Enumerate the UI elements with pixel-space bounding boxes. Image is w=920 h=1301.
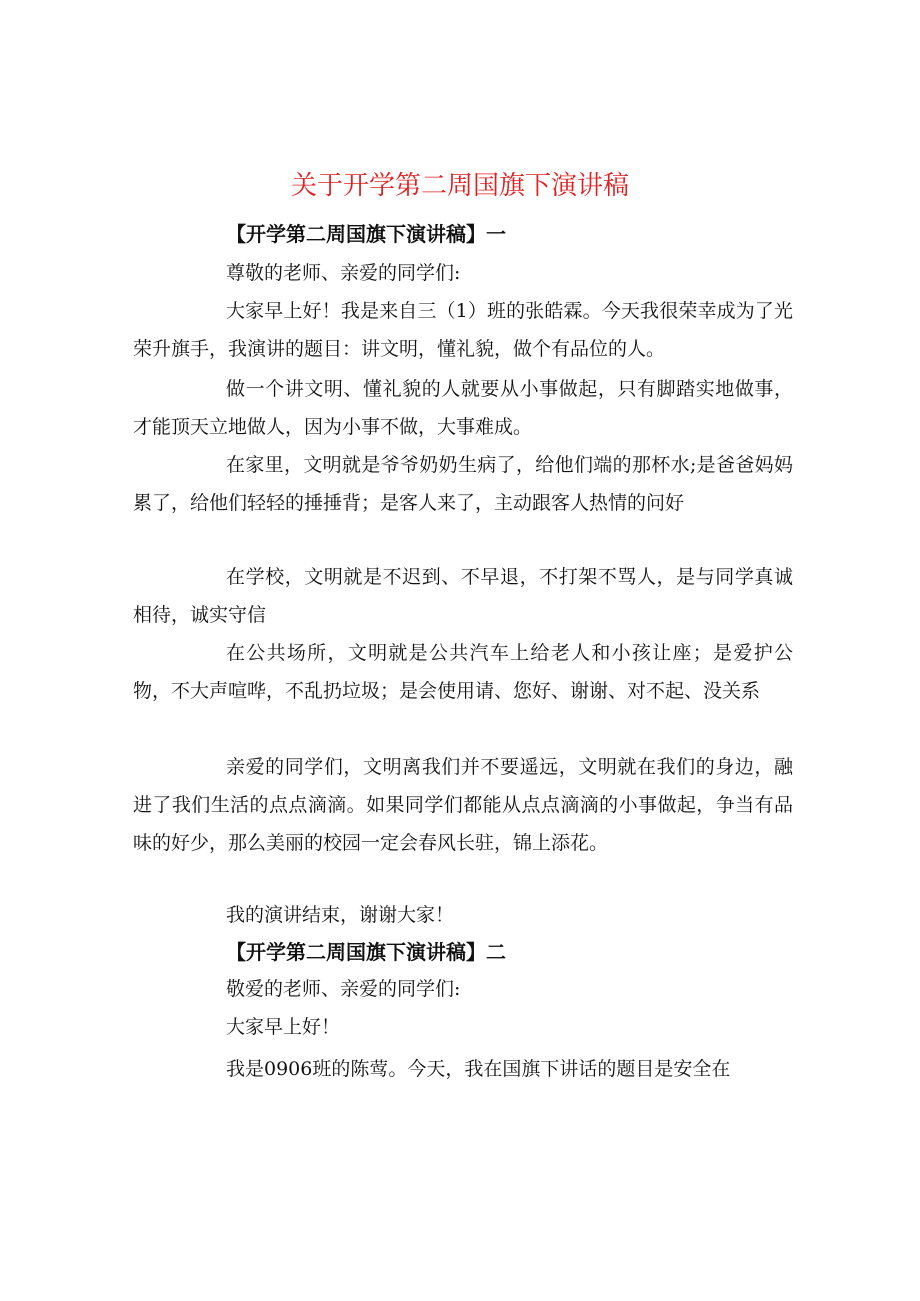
greeting-2: 敬爱的老师、亲爱的同学们: (226, 978, 461, 1000)
paragraph: 做一个讲文明、懂礼貌的人就要从小事做起，只有脚踏实地做事，才能顶天立地做人，因为小事不做，大事难成。 (133, 378, 793, 438)
paragraph: 在学校，文明就是不迟到、不早退，不打架不骂人，是与同学真诚相待，诚实守信 (133, 566, 793, 626)
paragraph: 亲爱的同学们，文明离我们并不要遥远，文明就在我们的身边，融进了我们生活的点点滴滴。如果同学们都能从点点滴滴的小事做起，争当有品味的好少，那么美丽的校园一定会春风长驻，锦上添花。 (133, 756, 793, 854)
paragraph-start: 我是0906班的陈莺。今天，我在国旗下讲话的题目是安全在 (226, 1058, 731, 1080)
section-heading-1: 【开学第二周国旗下演讲稿】一 (226, 222, 506, 246)
paragraph: 在家里，文明就是爷爷奶奶生病了，给他们端的那杯水;是爸爸妈妈累了，给他们轻轻的捶捶背；是客人来了，主动跟客人热情的问好 (133, 454, 793, 514)
opening-line: 大家早上好！ (226, 1016, 341, 1038)
section-heading-2: 【开学第二周国旗下演讲稿】二 (226, 940, 506, 964)
paragraph: 在公共场所，文明就是公共汽车上给老人和小孩让座；是爱护公物，不大声喧哗，不乱扔垃圾；是会使用请、您好、谢谢、对不起、没关系 (133, 642, 793, 702)
document-title: 关于开学第二周国旗下演讲稿 (290, 171, 629, 201)
greeting-1: 尊敬的老师、亲爱的同学们: (226, 262, 461, 284)
closing-line: 我的演讲结束，谢谢大家！ (226, 904, 455, 926)
paragraph: 大家早上好！我是来自三（1）班的张皓霖。今天我很荣幸成为了光荣升旗手，我演讲的题目：讲文明，懂礼貌，做个有品位的人。 (133, 300, 793, 360)
